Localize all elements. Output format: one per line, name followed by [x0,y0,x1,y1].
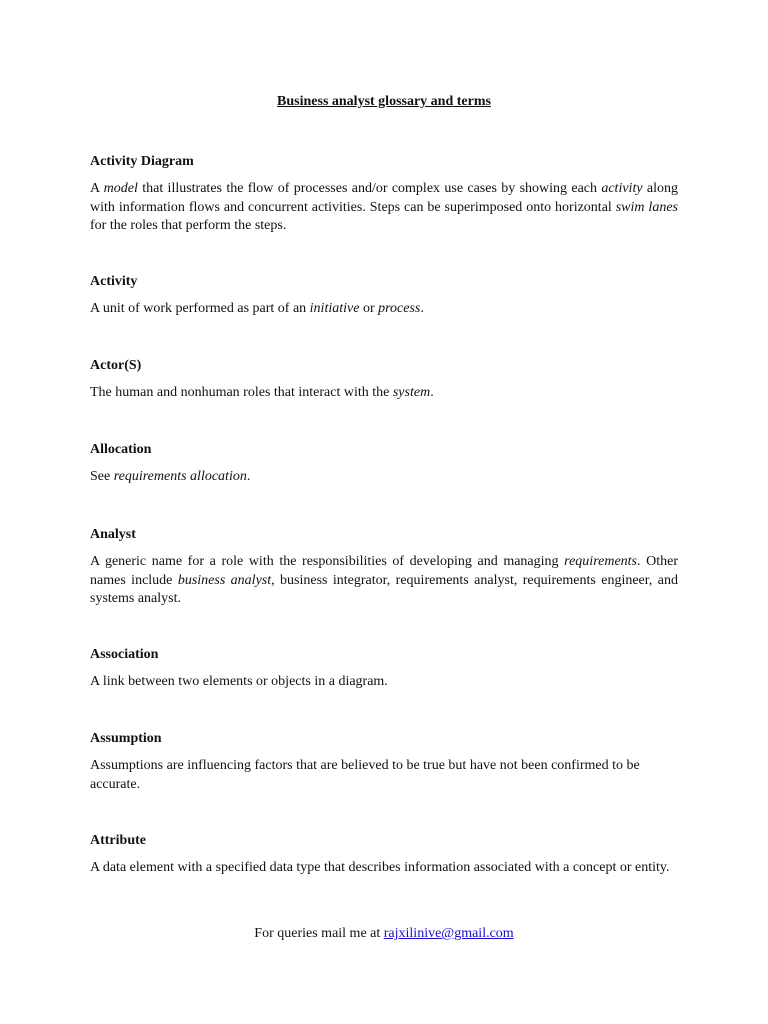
glossary-definition [90,468,678,487]
document-title: Business analyst glossary and terms [277,94,491,109]
definition-emphasis: initiative [309,301,360,316]
definition-text: A unit of work performed as part of an [90,301,310,316]
definition-emphasis: activity [601,181,643,196]
glossary-term: Analyst [90,527,136,542]
glossary-term: Assumption [90,731,162,746]
glossary-term: Allocation [90,442,152,457]
definition-text: or [359,301,379,316]
glossary-entry-association [90,646,678,692]
definition-emphasis: requirements allocation [113,469,247,484]
definition-emphasis: business analyst [177,572,272,588]
glossary-entry-attribute [90,832,678,878]
definition-emphasis: swim lanes [615,199,678,215]
glossary-term: Attribute [90,833,146,848]
definition-text: A data element with a specified data type that describes information associated with a concept or entity. [90,860,670,875]
definition-text: . [430,385,434,400]
definition-emphasis: requirements [564,554,637,569]
definition-text: A generic name for a role with the responsibilities of developing and managing [90,554,565,569]
footer-text: For queries mail me at [254,926,384,941]
glossary-entry-activity-diagram [90,153,678,236]
definition-emphasis: system [392,385,431,400]
glossary-term: Actor(S) [90,358,142,373]
glossary-definition [90,384,678,403]
definition-text: A link between two elements or objects in a diagram. [90,674,388,689]
definition-text: , business integrator, requirements analyst, requirements engineer, and systems analyst. [90,572,678,606]
definition-emphasis: model [103,181,138,196]
definition-text: See [90,469,114,484]
definition-text: Assumptions are influencing factors that are believed to be true but have not been confirmed to be accurate. [90,758,640,792]
glossary-definition [90,553,678,609]
glossary-definition [90,673,678,692]
glossary-entry-activity [90,273,678,319]
definition-text: for the roles that perform the steps. [90,218,287,233]
definition-text: along with information flows and concurrent activities. Steps can be superimposed onto horizontal [90,181,678,215]
glossary-definition [90,180,678,236]
glossary-definition [90,757,678,794]
glossary-entry-actors [90,357,678,403]
definition-text: that illustrates the flow of processes and/or complex use cases by showing each [137,181,602,196]
definition-text: . Other names include [90,554,678,588]
definition-text: . [246,469,251,484]
definition-text: A [90,181,104,196]
glossary-entry-analyst [90,526,678,609]
glossary-definition [90,300,678,319]
glossary-entry-allocation [90,441,678,487]
footer [0,926,768,942]
email-link[interactable]: rajxilinive@gmail.com [383,926,514,941]
glossary-term: Activity [90,274,138,289]
definition-text: . [420,301,424,316]
glossary-term: Association [90,647,159,662]
glossary-entry-assumption [90,730,678,794]
glossary-definition [90,859,678,878]
glossary-term: Activity Diagram [90,154,194,169]
definition-text: The human and nonhuman roles that interact with the [90,385,393,400]
definition-emphasis: process [378,301,421,316]
